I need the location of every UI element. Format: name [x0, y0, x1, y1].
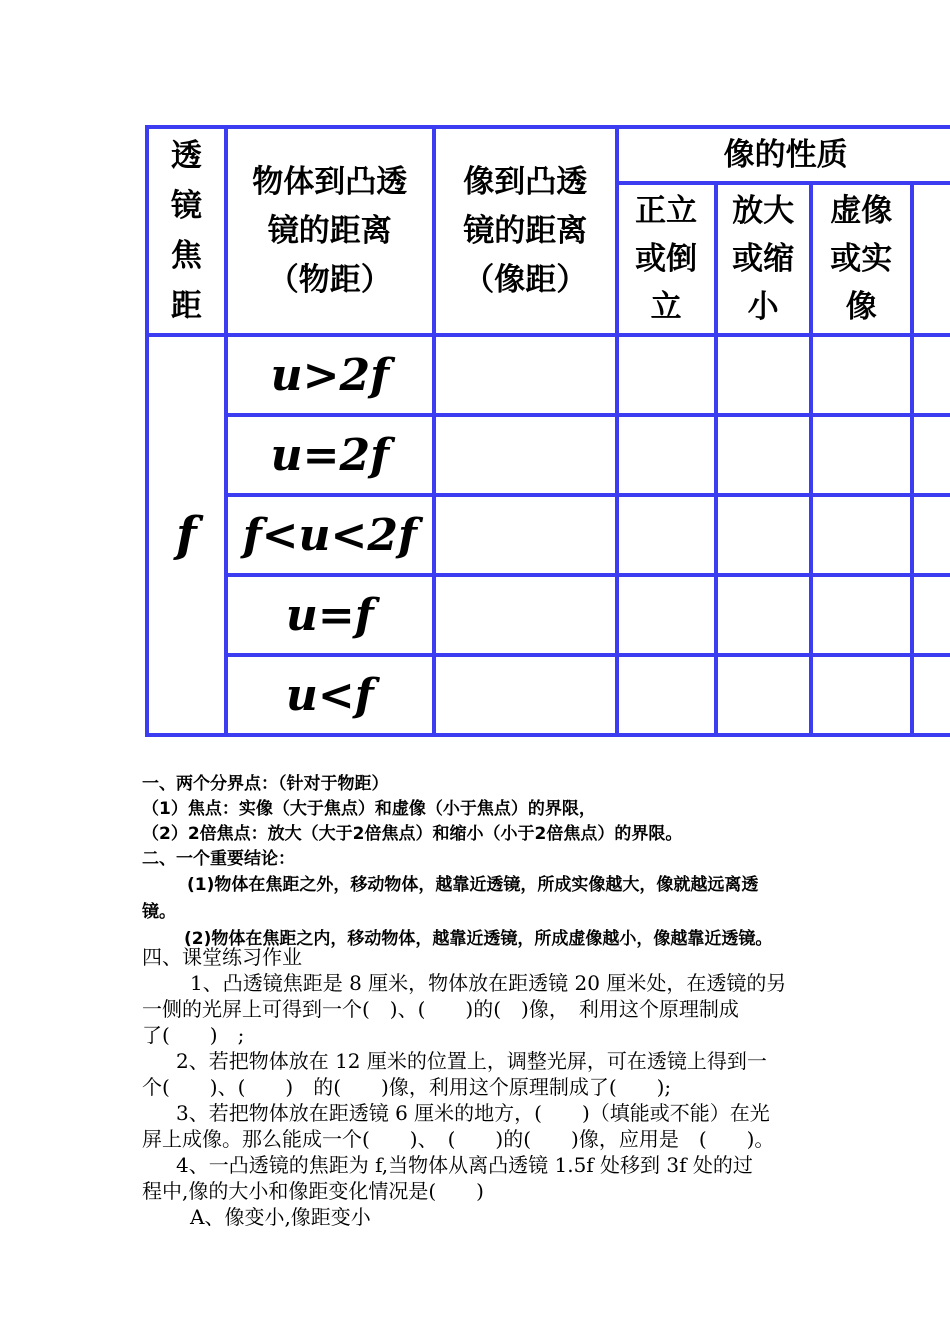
notes-line: 一、两个分界点：（针对于物距）: [142, 774, 389, 794]
header-line: （像距）: [463, 261, 588, 298]
notes-line: (1)物体在焦距之外，移动物体，越靠近透镜，所成实像越大，像就越远离透: [187, 875, 759, 895]
blank-cell: [811, 335, 912, 415]
blank-cell: [912, 415, 950, 495]
blank-cell: [912, 335, 950, 415]
header-image-distance: [434, 127, 617, 335]
header-line: 或倒: [635, 241, 698, 277]
header-line: 放大: [732, 193, 795, 229]
header-upright-inverted: [617, 183, 716, 335]
exercise-line: 一侧的光屏上可得到一个( )、( )的( )像， 利用这个原理制成: [142, 997, 739, 1021]
header-focal-char: 焦: [170, 238, 202, 274]
blank-cell: [434, 655, 617, 735]
header-line: 小: [747, 289, 779, 325]
blank-cell: [811, 415, 912, 495]
header-line: 正立: [635, 193, 698, 229]
blank-cell: [716, 655, 811, 735]
header-line: 虚像: [830, 193, 893, 229]
header-object-distance: [226, 127, 434, 335]
header-image-properties: [617, 127, 950, 183]
blank-cell: [716, 575, 811, 655]
focal-symbol: f: [175, 507, 197, 563]
exercise-line: 4、一凸透镜的焦距为 f,当物体从离凸透镜 1.5f 处移到 3f 处的过: [176, 1153, 753, 1177]
focal-symbol-cell: [147, 335, 226, 735]
blank-cell: [617, 335, 716, 415]
header-focal-length: [147, 127, 226, 335]
row-condition: u=f: [226, 575, 434, 655]
blank-cell: [811, 575, 912, 655]
header-enlarged-reduced: [716, 183, 811, 335]
lens-imaging-table: [145, 125, 950, 737]
header-focal-char: 距: [170, 288, 202, 324]
exercise-line: 2、若把物体放在 12 厘米的位置上，调整光屏，可在透镜上得到一: [176, 1049, 767, 1073]
blank-cell: [716, 495, 811, 575]
header-focal-char: 镜: [170, 188, 202, 224]
row-condition: f<u<2f: [226, 495, 434, 575]
exercise-option: A、像变小,像距变小: [190, 1205, 371, 1229]
blank-cell: [434, 575, 617, 655]
header-line: 镜的距离: [267, 212, 392, 249]
header-line: 立: [650, 289, 682, 325]
exercise-line: 个( )、( ) 的( )像，利用这个原理制成了( );: [142, 1075, 672, 1099]
blank-cell: [434, 335, 617, 415]
header-line: 或缩: [732, 241, 795, 277]
blank-cell: [617, 655, 716, 735]
row-condition: u=2f: [226, 415, 434, 495]
header-truncated-cell: [912, 183, 950, 335]
blank-cell: [434, 495, 617, 575]
exercise-line: 程中,像的大小和像距变化情况是( ): [142, 1179, 484, 1203]
classroom-exercises: [142, 944, 812, 1230]
header-line: 像到凸透: [463, 163, 588, 200]
exercise-line: 3、若把物体放在距透镜 6 厘米的地方，( )（填能或不能）在光: [176, 1101, 770, 1125]
exercise-line: 了( ) ;: [142, 1023, 245, 1047]
blank-cell: [716, 335, 811, 415]
header-line: 物体到凸透: [252, 163, 408, 200]
row-condition: u>2f: [226, 335, 434, 415]
header-line: 或实: [830, 241, 893, 277]
blank-cell: [617, 575, 716, 655]
notes-line: （2）2倍焦点：放大（大于2倍焦点）和缩小（小于2倍焦点）的界限。: [142, 824, 683, 844]
header-line: 镜的距离: [463, 212, 588, 249]
blank-cell: [912, 655, 950, 735]
exercises-title: 四、课堂练习作业: [142, 945, 302, 969]
exercise-line: 屏上成像。那么能成一个( )、 ( )的( )像，应用是 ( )。: [142, 1127, 775, 1151]
exercise-line: 1、凸透镜焦距是 8 厘米，物体放在距透镜 20 厘米处，在透镜的另: [190, 971, 787, 995]
header-line: （物距）: [267, 261, 392, 298]
header-line: 像: [845, 289, 877, 325]
blank-cell: [912, 495, 950, 575]
header-virtual-real: [811, 183, 912, 335]
blank-cell: [811, 495, 912, 575]
notes-line: 镜。: [142, 902, 176, 922]
blank-cell: [811, 655, 912, 735]
row-condition: u<f: [226, 655, 434, 735]
notes-line: （1）焦点：实像（大于焦点）和虚像（小于焦点）的界限，: [142, 799, 596, 819]
blank-cell: [434, 415, 617, 495]
summary-notes: [142, 772, 822, 953]
blank-cell: [716, 415, 811, 495]
blank-cell: [912, 575, 950, 655]
notes-line: (2)物体在焦距之内，移动物体，越靠近透镜，所成虚像越小，像越靠近透镜。: [184, 929, 773, 949]
blank-cell: [617, 495, 716, 575]
properties-title: 像的性质: [723, 136, 848, 173]
notes-line: 二、一个重要结论：: [142, 849, 295, 869]
header-focal-char: 透: [170, 138, 202, 174]
blank-cell: [617, 415, 716, 495]
